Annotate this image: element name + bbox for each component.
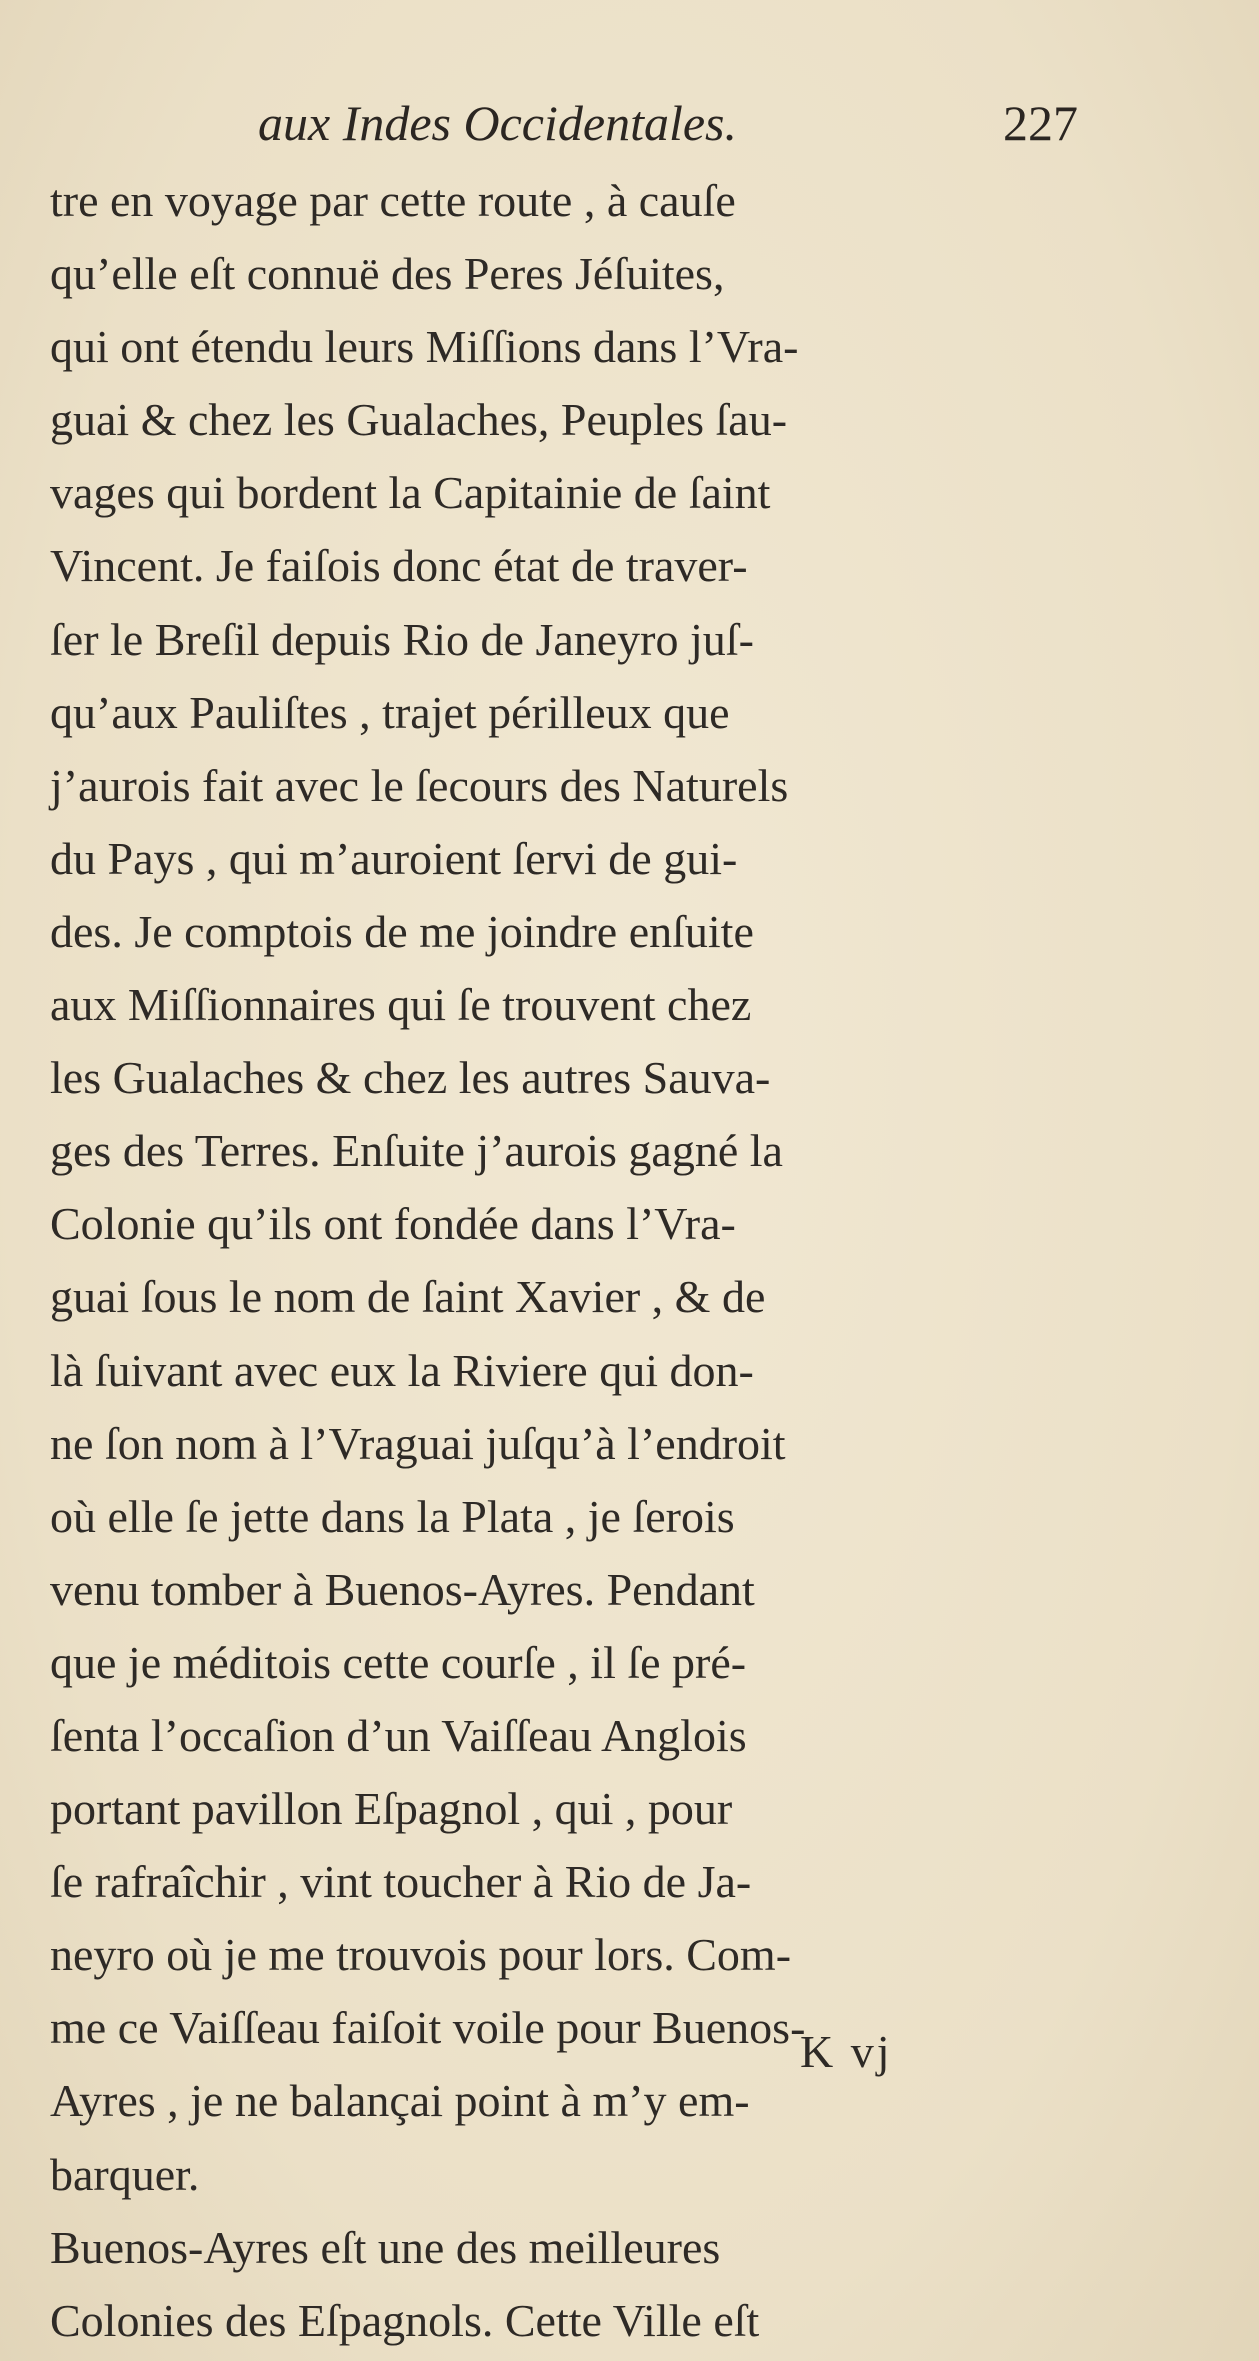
- running-title: aux Indes Occidentales.: [258, 95, 738, 151]
- text-line: ſe rafraîchir , vint toucher à Rio de Ja-: [50, 1856, 752, 1908]
- text-line: aux Miſſionnaires qui ſe trouvent chez: [50, 979, 752, 1031]
- text-line: ſer le Breſil depuis Rio de Janeyro juſ-: [50, 613, 754, 665]
- text-line: ne ſon nom à l’Vraguai juſqu’à l’endroit: [50, 1417, 786, 1469]
- text-line: des. Je comptois de me joindre enſuite: [50, 905, 754, 957]
- body-text: [50, 164, 1100, 2357]
- text-line: guai & chez les Gualaches, Peuples ſau-: [50, 394, 788, 446]
- page-header: [258, 88, 1078, 158]
- text-line: qu’aux Pauliſtes , trajet périlleux que: [50, 686, 730, 738]
- text-line: du Pays , qui m’auroient ſervi de gui-: [50, 832, 738, 884]
- text-line: Colonie qu’ils ont fondée dans l’Vra-: [50, 1198, 736, 1250]
- text-line: tre en voyage par cette route , à cauſe: [50, 175, 736, 226]
- text-line: ges des Terres. Enſuite j’aurois gagné la: [50, 1125, 783, 1177]
- page-number: 227: [1003, 95, 1078, 151]
- text-line: me ce Vaiſſeau faiſoit voile pour Buenos-: [50, 2002, 806, 2054]
- text-line: barquer.: [50, 2148, 200, 2200]
- text-line: Buenos-Ayres eſt une des meilleures: [50, 2221, 721, 2273]
- text-line: guai ſous le nom de ſaint Xavier , & de: [50, 1271, 766, 1323]
- text-line: qui ont étendu leurs Miſſions dans l’Vra-: [50, 321, 799, 373]
- text-line: j’aurois fait avec le ſecours des Naturels: [50, 759, 789, 811]
- text-line: les Gualaches & chez les autres Sauva-: [50, 1052, 771, 1104]
- text-line: que je méditois cette courſe , il ſe pré-: [50, 1636, 747, 1688]
- text-line: Ayres , je ne balançai point à m’y em-: [50, 2075, 750, 2127]
- text-line: ſenta l’occaſion d’un Vaiſſeau Anglois: [50, 1709, 747, 1761]
- text-line: neyro où je me trouvois pour lors. Com-: [50, 1929, 792, 1981]
- text-line: là ſuivant avec eux la Riviere qui don-: [50, 1344, 754, 1396]
- text-line: Vincent. Je faiſois donc état de traver-: [50, 540, 748, 592]
- text-line: portant pavillon Eſpagnol , qui , pour: [50, 1783, 733, 1835]
- text-line: où elle ſe jette dans la Plata , je ſerois: [50, 1490, 735, 1542]
- text-line: venu tomber à Buenos-Ayres. Pendant: [50, 1563, 755, 1615]
- signature-mark: K vj: [800, 2026, 893, 2077]
- text-line: qu’elle eſt connuë des Peres Jéſuites,: [50, 248, 725, 300]
- text-line: Colonies des Eſpagnols. Cette Ville eſt: [50, 2294, 760, 2346]
- text-line: vages qui bordent la Capitainie de ſaint: [50, 467, 771, 519]
